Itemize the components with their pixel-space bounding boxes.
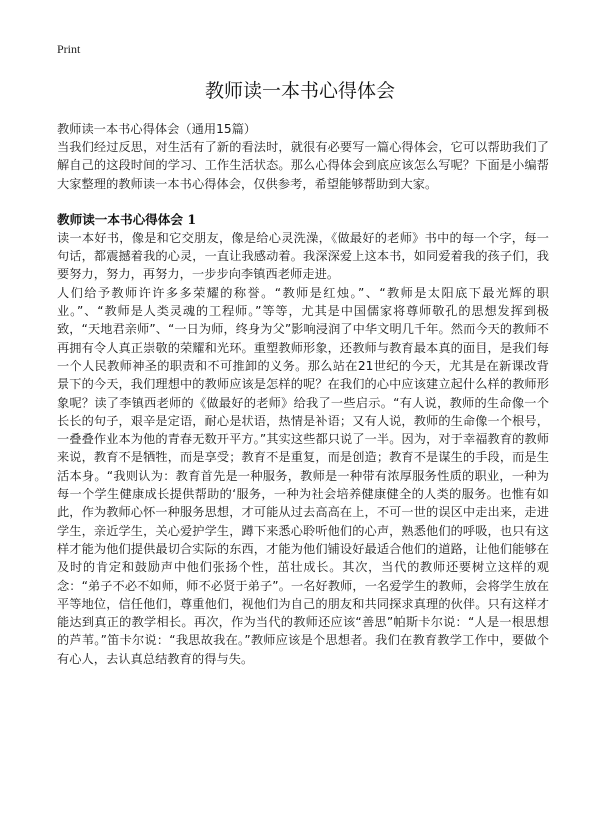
section-heading: 教师读一本书心得体会 1 xyxy=(57,211,197,227)
body-paragraph-2: 人们给予教师许许多多荣耀的称誉。“教师是红烛。”、“教师是太阳底下最光辉的职业。”、“教师是人类灵魂的工程师。”等等，尤其是中国儒家将尊师敬孔的思想发挥到极致，“天地君亲师”、“一日为师，终身为父”影响浸润了中华文明几千年。然而今天的教师不再拥有令人真正崇敬的荣耀和光环。重塑教师形象，还教师与教育最本真的面目，是我们每一个人民教师神圣的职责和不可推卸的义务。那么站在21世纪的今天，尤其是在新课改背景下的今天，我们理想中的教师应该是怎样的呢？在我们的心中应该建立起什么样的教师形象呢？读了李镇西老师的《做最好的老师》给我了一些启示。“有人说，教师的生命像一个长长的句子，艰辛是定语，耐心是状语，热情是补语；又有人说，教师的生命像一个根号，一叠叠作业本为他的青春无数开平方。”其实这些都只说了一半。因为，对于幸福教育的教师来说，教育不是牺牲，而是享受；教育不是重复，而是创造；教育不是谋生的手段，而是生活本身。“我则认为：教育首先是一种服务，教师是一种带有浓厚服务性质的职业，一种为每一个学生健康成长提供帮助的‘服务，一种为社会培养健康健全的人类的服务。也惟有如此，作为教师心怀一种服务思想，才可能从过去高高在上，不可一世的误区中走出来，走进学生，亲近学生，关心爱护学生，蹲下来悉心聆听他们的心声，熟悉他们的呼吸，也只有这样才能为他们提供最切合实际的东西，才能为他们铺设好最适合他们的道路，让他们能够在及时的肯定和鼓励声中他们张扬个性，茁壮成长。其次，当代的教师还要树立这样的观念：“弟子不必不如师，师不必贤于弟子”。一名好教师，一名爱学生的教师，会将学生放在平等地位，信任他们，尊重他们，视他们为自己的朋友和共同探求真理的伙伴。只有这样才能达到真正的教学相长。再次，作为当代的教师还应该“善思”帕斯卡尔说：“人是一根思想的芦苇。”笛卡尔说：“我思故我在。”教师应该是个思想者。我们在教育教学工作中，要做个有心人，去认真总结教育的得与失。 xyxy=(57,285,549,666)
document-subtitle: 教师读一本书心得体会（通用15篇） xyxy=(57,122,257,136)
body-paragraph-1: 读一本好书，像是和它交朋友，像是给心灵洗澡，《做最好的老师》书中的每一个字，每一句话，都震撼着我的心灵，一直让我感动着。我深深爱上这本书，如同爱着我的孩子们，我要努力，努力，再努力，一步步向李镇西老师走进。 xyxy=(57,230,549,282)
document-body xyxy=(57,120,549,668)
page-title: 教师读一本书心得体会 xyxy=(204,80,395,102)
intro-paragraph: 当我们经过反思，对生活有了新的看法时，就很有必要写一篇心得体会，它可以帮助我们了解自己的这段时间的学习、工作生活状态。那么心得体会到底应该怎么写呢？下面是小编帮大家整理的教师读一本书心得体会，仅供参考，希望能够帮助到大家。 xyxy=(57,140,549,191)
print-link[interactable]: Print xyxy=(57,42,81,56)
